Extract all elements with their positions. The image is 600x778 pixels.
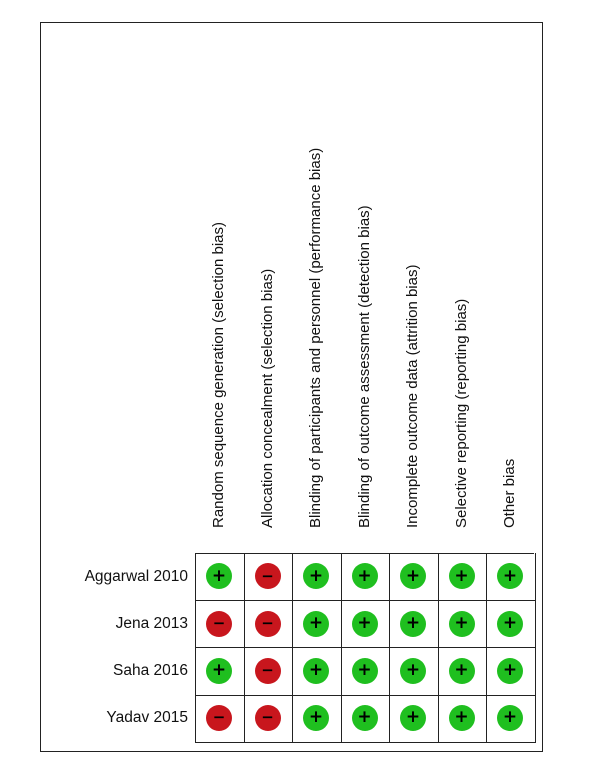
high-risk-icon: −: [206, 611, 232, 637]
domain-label-text: Random sequence generation (selection bias): [210, 221, 228, 528]
low-risk-icon: +: [449, 705, 475, 731]
risk-of-bias-grid: [195, 553, 534, 742]
low-risk-icon: +: [449, 658, 475, 684]
table-cell: [243, 600, 293, 649]
table-cell: [340, 600, 390, 649]
table-cell: [486, 694, 536, 743]
domain-label-text: Other bias: [501, 458, 519, 528]
table-cell: [389, 553, 439, 602]
table-cell: [195, 600, 245, 649]
study-label: Saha 2016: [113, 662, 188, 679]
table-cell: [437, 647, 487, 696]
low-risk-icon: +: [497, 563, 523, 589]
low-risk-icon: +: [352, 705, 378, 731]
domain-label-text: Incomplete outcome data (attrition bias): [404, 264, 422, 528]
table-cell: [437, 694, 487, 743]
low-risk-icon: +: [497, 658, 523, 684]
low-risk-icon: +: [303, 658, 329, 684]
domain-label-text: Selective reporting (reporting bias): [452, 298, 470, 528]
table-cell: [243, 647, 293, 696]
table-cell: [340, 694, 390, 743]
low-risk-icon: +: [352, 611, 378, 637]
table-cell: [486, 647, 536, 696]
table-cell: [292, 647, 342, 696]
table-cell: [389, 694, 439, 743]
table-cell: [195, 647, 245, 696]
low-risk-icon: +: [303, 611, 329, 637]
table-cell: [195, 694, 245, 743]
table-cell: [340, 647, 390, 696]
low-risk-icon: +: [303, 705, 329, 731]
high-risk-icon: −: [255, 705, 281, 731]
table-cell: [437, 553, 487, 602]
table-cell: [243, 553, 293, 602]
high-risk-icon: −: [255, 563, 281, 589]
domain-label-text: Blinding of outcome assessment (detection bias): [355, 205, 373, 528]
table-cell: [292, 553, 342, 602]
domain-label-text: Blinding of participants and personnel (performance bias): [307, 147, 325, 528]
high-risk-icon: −: [206, 705, 232, 731]
study-label: Jena 2013: [115, 614, 188, 632]
low-risk-icon: +: [303, 563, 329, 589]
low-risk-icon: +: [449, 611, 475, 637]
low-risk-icon: +: [352, 563, 378, 589]
table-cell: [243, 694, 293, 743]
low-risk-icon: +: [206, 563, 232, 589]
low-risk-icon: +: [400, 563, 426, 589]
low-risk-icon: +: [497, 705, 523, 731]
low-risk-icon: +: [400, 658, 426, 684]
table-cell: [292, 600, 342, 649]
table-cell: [486, 553, 536, 602]
low-risk-icon: +: [400, 705, 426, 731]
low-risk-icon: +: [400, 611, 426, 637]
table-cell: [389, 600, 439, 649]
low-risk-icon: +: [352, 658, 378, 684]
study-label: Yadav 2015: [106, 709, 188, 727]
high-risk-icon: −: [255, 611, 281, 637]
table-cell: [340, 553, 390, 602]
table-cell: [195, 553, 245, 602]
table-cell: [389, 647, 439, 696]
table-cell: [292, 694, 342, 743]
table-cell: [437, 600, 487, 649]
domain-label-text: Allocation concealment (selection bias): [258, 268, 276, 528]
table-cell: [486, 600, 536, 649]
low-risk-icon: +: [497, 611, 523, 637]
low-risk-icon: +: [206, 658, 232, 684]
low-risk-icon: +: [449, 563, 475, 589]
high-risk-icon: −: [255, 658, 281, 684]
study-label: Aggarwal 2010: [84, 567, 188, 585]
